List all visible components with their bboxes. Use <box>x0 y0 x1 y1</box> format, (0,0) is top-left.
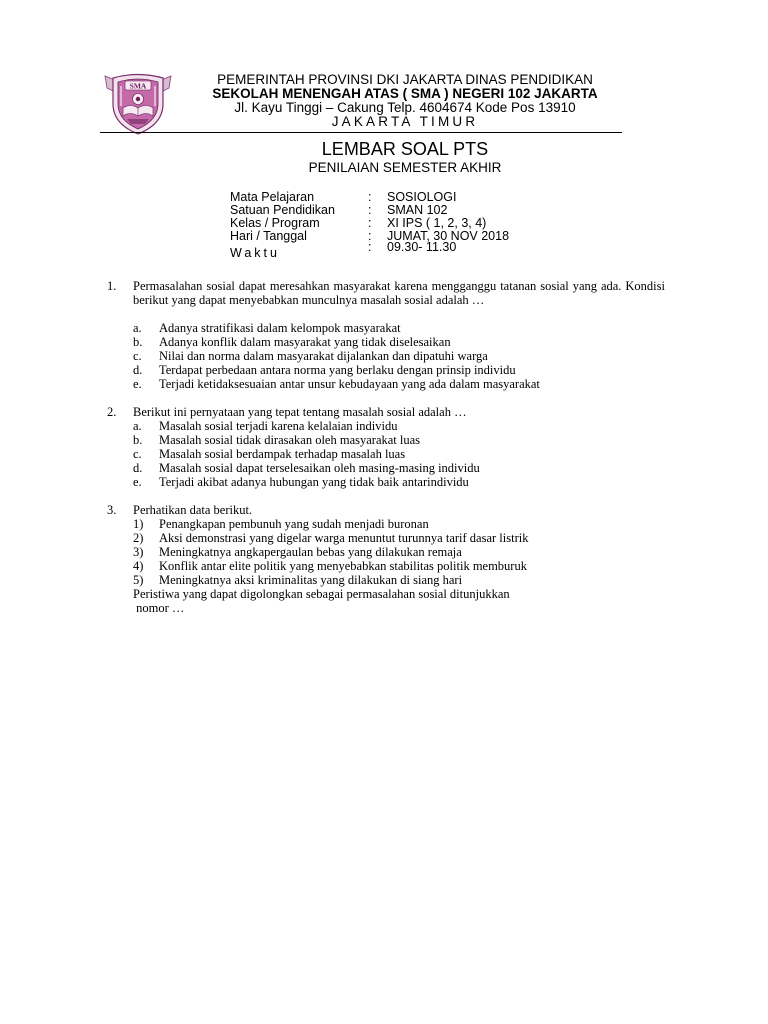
option-letter: a. <box>133 321 142 335</box>
option-text: Terdapat perbedaan antara norma yang berlaku dengan prinsip individu <box>159 363 516 377</box>
question-number: 2. <box>107 405 117 419</box>
option-letter: e. <box>133 377 142 391</box>
question-text: Perhatikan data berikut. <box>133 503 253 517</box>
info-label: Waktu <box>230 246 280 260</box>
option-letter: a. <box>133 419 142 433</box>
page-title: LEMBAR SOAL PTS <box>321 139 489 159</box>
option-letter: d. <box>133 363 143 377</box>
statement-number: 5) <box>133 573 144 587</box>
option-letter: b. <box>133 433 143 447</box>
info-label: Kelas / Program <box>230 216 320 230</box>
info-colon: : <box>368 190 372 204</box>
header-government-line: PEMERINTAH PROVINSI DKI JAKARTA DINAS PENDIDIKAN <box>217 72 593 87</box>
statement-text: Meningkatnya aksi kriminalitas yang dilakukan di siang hari <box>159 573 463 587</box>
school-logo <box>103 72 173 136</box>
info-value: 09.30- 11.30 <box>387 240 457 254</box>
info-label: Hari / Tanggal <box>230 229 307 243</box>
option-text: Masalah sosial dapat terselesaikan oleh masing-masing individu <box>159 461 480 475</box>
question-number: 3. <box>107 503 117 517</box>
statement-text: Meningkatnya angkapergaulan bebas yang dilakukan remaja <box>159 545 462 559</box>
question-text: Permasalahan sosial dapat meresahkan masyarakat karena mengganggu tatanan sosial yang ada. Kondisi berikut yang dapat menyebabkan munculnya masalah sosial adalah … <box>133 279 665 307</box>
info-value: SOSIOLOGI <box>387 190 457 204</box>
question-number: 1. <box>107 279 117 293</box>
statement-text: Aksi demonstrasi yang digelar warga menuntut turunnya tarif dasar listrik <box>159 531 529 545</box>
statement-number: 3) <box>133 545 144 559</box>
option-letter: c. <box>133 447 142 461</box>
info-value: SMAN 102 <box>387 203 448 217</box>
info-value: XI IPS ( 1, 2, 3, 4) <box>387 216 487 230</box>
option-text: Adanya konflik dalam masyarakat yang tidak diselesaikan <box>159 335 451 349</box>
statement-number: 1) <box>133 517 144 531</box>
info-colon: : <box>368 240 372 254</box>
option-letter: d. <box>133 461 143 475</box>
header-divider <box>100 132 622 133</box>
info-value: JUMAT, 30 NOV 2018 <box>387 229 510 243</box>
option-text: Masalah sosial terjadi karena kelalaian individu <box>159 419 398 433</box>
school-crest-icon <box>103 72 173 136</box>
info-colon: : <box>368 216 372 230</box>
statement-number: 4) <box>133 559 144 573</box>
statement-text: Konflik antar elite politik yang menyebabkan stabilitas politik memburuk <box>159 559 527 573</box>
info-colon: : <box>368 203 372 217</box>
option-text: Masalah sosial berdampak terhadap masalah luas <box>159 447 406 461</box>
option-letter: e. <box>133 475 142 489</box>
info-colon: : <box>368 229 372 243</box>
question-1 <box>107 279 665 391</box>
statement-text: Penangkapan pembunuh yang sudah menjadi buronan <box>159 517 429 531</box>
option-text: Nilai dan norma dalam masyarakat dijalankan dan dipatuhi warga <box>159 349 488 363</box>
logo-text: SMA <box>129 81 147 91</box>
question-closing-line-2: nomor … <box>133 601 185 615</box>
header-city: JAKARTA TIMUR <box>331 114 479 129</box>
info-label: Mata Pelajaran <box>230 190 315 204</box>
header-school-name: SEKOLAH MENENGAH ATAS ( SMA ) NEGERI 102 JAKARTA <box>212 86 598 101</box>
question-3 <box>107 503 665 615</box>
question-2 <box>107 405 665 489</box>
question-text: Berikut ini pernyataan yang tepat tentang masalah sosial adalah … <box>133 405 467 419</box>
header-address: Jl. Kayu Tinggi – Cakung Telp. 4604674 Kode Pos 13910 <box>234 100 576 115</box>
question-closing-line: Peristiwa yang dapat digolongkan sebagai permasalahan sosial ditunjukkan <box>133 587 510 601</box>
option-text: Terjadi akibat adanya hubungan yang tidak baik antarindividu <box>159 475 469 489</box>
option-text: Masalah sosial tidak dirasakan oleh masyarakat luas <box>159 433 421 447</box>
option-letter: c. <box>133 349 142 363</box>
option-letter: b. <box>133 335 143 349</box>
info-label: Satuan Pendidikan <box>230 203 335 217</box>
statement-number: 2) <box>133 531 144 545</box>
option-text: Terjadi ketidaksesuaian antar unsur kebudayaan yang ada dalam masyarakat <box>159 377 540 391</box>
page-subtitle: PENILAIAN SEMESTER AKHIR <box>308 160 502 175</box>
option-text: Adanya stratifikasi dalam kelompok masyarakat <box>159 321 401 335</box>
